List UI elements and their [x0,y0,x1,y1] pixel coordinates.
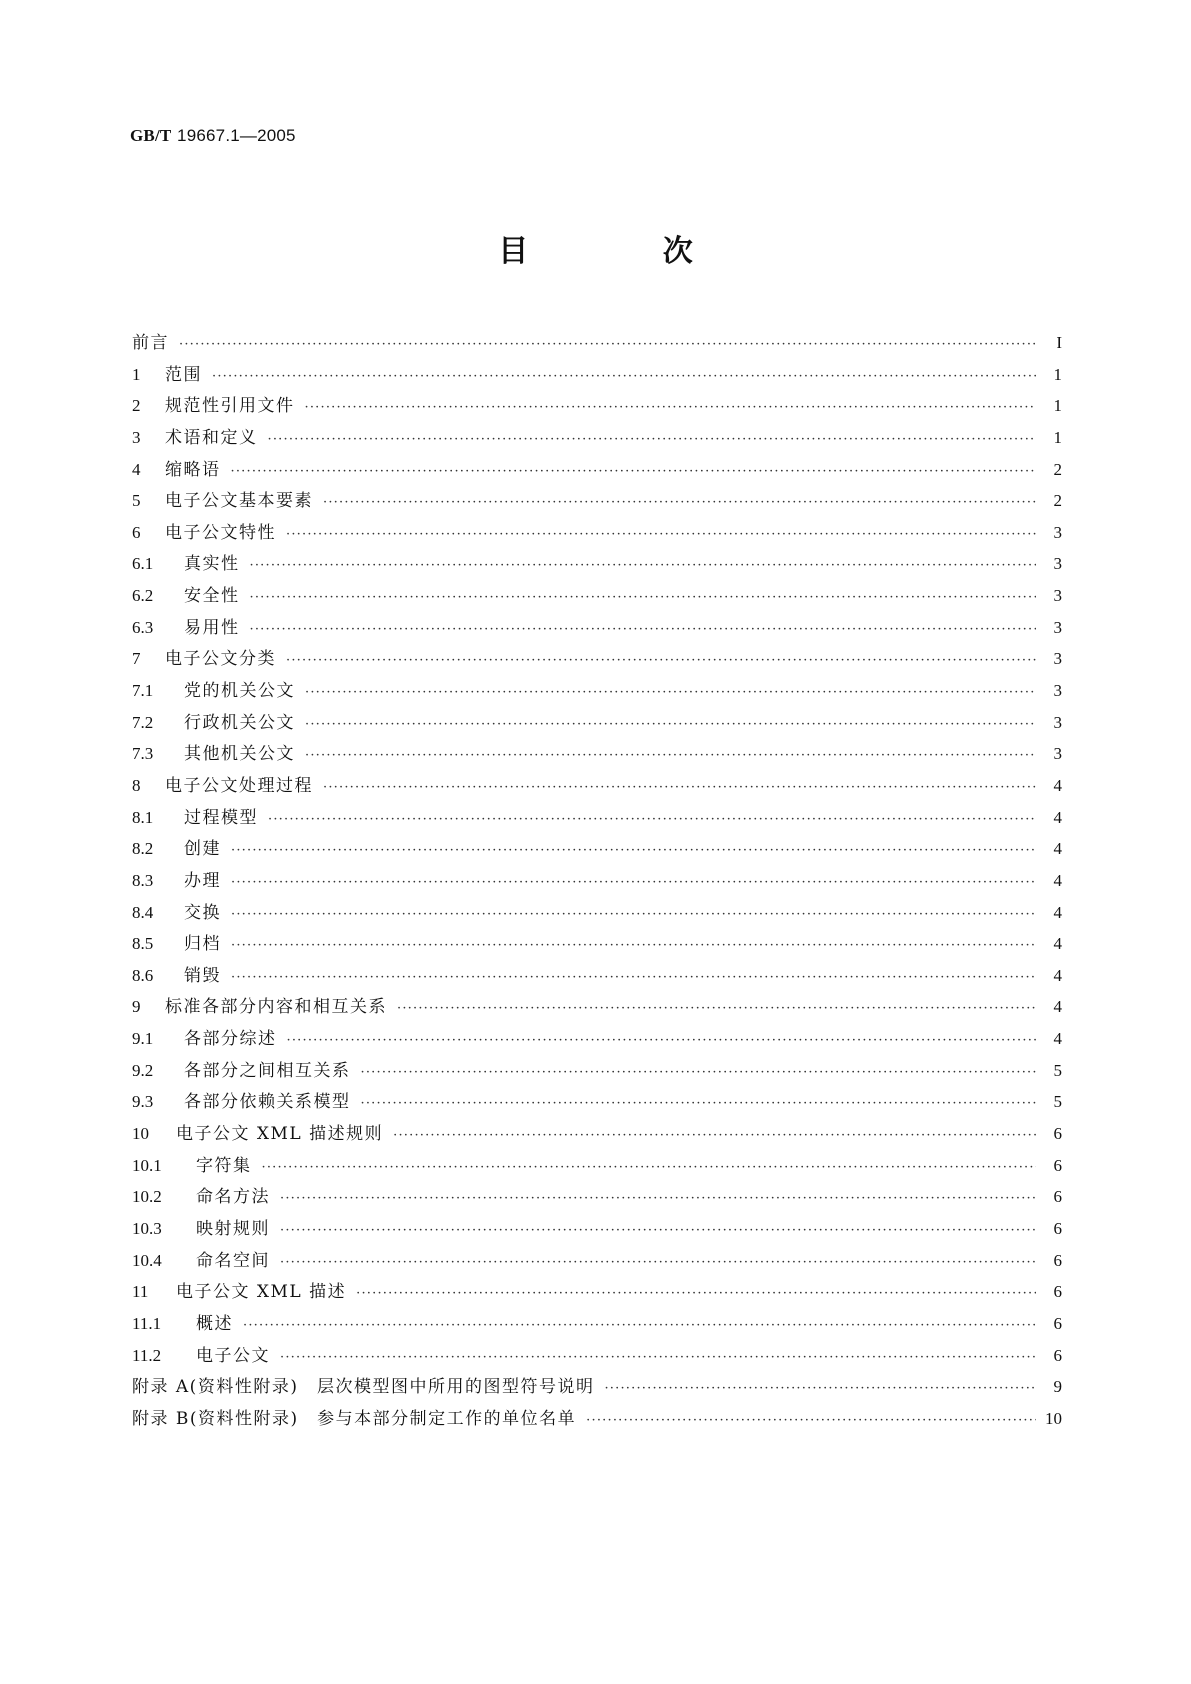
toc-entry-page: 4 [1053,934,1062,954]
toc-entry-page: 1 [1053,364,1062,384]
toc-entry-page: 4 [1053,839,1062,859]
toc-leader-dots [179,337,1036,352]
standard-number: 19667.1—2005 [177,126,296,145]
toc-entry-number: 11.1 [132,1313,162,1333]
toc-entry-label: 真实性 [184,554,240,575]
toc-entry[interactable] [132,644,1062,676]
toc-entry-number: 8.3 [132,870,154,890]
toc-entry-label: 范围 [165,364,202,385]
toc-entry-label: 电子公文 XML 描述规则 [176,1124,384,1145]
toc-entry-number: 8 [132,775,141,795]
toc-entry[interactable] [132,803,1062,835]
toc-entry-page: 2 [1053,459,1062,479]
toc-entry-number: 7.1 [132,681,154,701]
toc-entry-number: 9.2 [132,1060,154,1080]
toc-entry[interactable] [132,898,1062,930]
toc-entry[interactable] [132,423,1062,455]
toc-leader-dots [231,875,1036,890]
toc-entry-label: 附录 B(资料性附录) 参与本部分制定工作的单位名单 [132,1408,577,1429]
toc-leader-dots [361,1065,1037,1080]
toc-entry-number: 10.2 [132,1187,162,1207]
toc-entry-label: 办理 [184,870,221,891]
toc-entry-label: 标准各部分内容和相互关系 [165,997,387,1018]
toc-entry[interactable] [132,360,1062,392]
toc-leader-dots [356,1286,1036,1301]
toc-entry[interactable] [132,1087,1062,1119]
toc-entry-number: 8.4 [132,902,154,922]
toc-leader-dots [305,717,1036,732]
toc-leader-dots [243,1318,1036,1333]
toc-entry-page: 4 [1053,807,1062,827]
toc-leader-dots [323,780,1036,795]
toc-leader-dots [305,748,1036,763]
toc-leader-dots [586,1413,1036,1428]
toc-entry-number: 7.2 [132,712,154,732]
toc-entry[interactable] [132,1151,1062,1183]
table-of-contents [132,328,1062,1435]
toc-entry-number: 10.1 [132,1155,162,1175]
toc-entry-label: 各部分之间相互关系 [184,1060,351,1081]
toc-entry[interactable] [132,1246,1062,1278]
toc-entry[interactable] [132,676,1062,708]
toc-leader-dots [305,400,1037,415]
toc-entry-page: 4 [1053,965,1062,985]
toc-entry-label: 术语和定义 [165,427,258,448]
toc-entry-page: 1 [1053,396,1062,416]
toc-entry-page: 3 [1053,744,1062,764]
toc-entry[interactable] [132,1056,1062,1088]
toc-entry-label: 易用性 [184,617,240,638]
toc-entry[interactable] [132,771,1062,803]
toc-entry-number: 8.6 [132,965,154,985]
toc-entry-page: 6 [1053,1282,1062,1302]
toc-entry-page: 3 [1053,554,1062,574]
toc-leader-dots [250,622,1037,637]
toc-entry-label: 安全性 [184,586,240,607]
toc-entry-label: 过程模型 [184,807,258,828]
toc-leader-dots [361,1096,1037,1111]
toc-entry-label: 销毁 [184,965,221,986]
toc-entry-page: 4 [1053,997,1062,1017]
toc-entry-label: 映射规则 [196,1218,270,1239]
toc-entry[interactable] [132,581,1062,613]
toc-leader-dots [250,558,1037,573]
toc-entry[interactable] [132,961,1062,993]
toc-entry-label: 字符集 [196,1155,252,1176]
toc-entry-number: 10.3 [132,1218,162,1238]
toc-entry[interactable] [132,1341,1062,1373]
toc-entry[interactable] [132,1372,1062,1404]
toc-entry[interactable] [132,613,1062,645]
toc-entry-label: 创建 [184,839,221,860]
toc-entry-page: 6 [1053,1313,1062,1333]
toc-leader-dots [280,1223,1036,1238]
toc-leader-dots [305,685,1036,700]
toc-entry-page: 6 [1053,1345,1062,1365]
toc-entry-page: 5 [1053,1060,1062,1080]
toc-entry[interactable] [132,455,1062,487]
page-title: 目 次 [498,234,755,269]
toc-entry[interactable] [132,1024,1062,1056]
toc-entry-label: 党的机关公文 [184,681,295,702]
toc-entry-number: 8.1 [132,807,154,827]
toc-entry-number: 5 [132,491,141,511]
toc-entry-page: 6 [1053,1218,1062,1238]
toc-entry-label: 电子公文 XML 描述 [176,1282,347,1303]
toc-leader-dots [280,1255,1036,1270]
toc-entry-number: 9.3 [132,1092,154,1112]
toc-entry[interactable] [132,834,1062,866]
toc-entry[interactable] [132,739,1062,771]
toc-entry[interactable] [132,328,1062,360]
toc-entry-number: 8.5 [132,934,154,954]
toc-entry-page: 3 [1053,681,1062,701]
toc-entry-number: 11.2 [132,1345,162,1365]
toc-entry-number: 9 [132,997,141,1017]
toc-leader-dots [323,495,1036,510]
toc-entry-number: 9.1 [132,1029,154,1049]
toc-leader-dots [397,1001,1036,1016]
toc-entry-label: 命名空间 [196,1250,270,1271]
toc-leader-dots [262,1160,1037,1175]
toc-entry-label: 电子公文处理过程 [165,775,313,796]
toc-entry[interactable] [132,1404,1062,1436]
toc-entry-page: 10 [1045,1408,1062,1428]
toc-entry[interactable] [132,391,1062,423]
toc-entry-number: 6.1 [132,554,154,574]
toc-entry-page: 9 [1053,1377,1062,1397]
toc-leader-dots [231,970,1036,985]
toc-leader-dots [286,653,1036,668]
toc-leader-dots [231,907,1036,922]
toc-entry-label: 概述 [196,1313,233,1334]
toc-leader-dots [280,1191,1036,1206]
toc-entry[interactable] [132,992,1062,1024]
toc-entry-page: 4 [1053,775,1062,795]
toc-entry-label: 电子公文基本要素 [165,491,313,512]
toc-entry-page: 2 [1053,491,1062,511]
toc-entry-page: 3 [1053,712,1062,732]
toc-entry-page: 6 [1053,1124,1062,1144]
toc-leader-dots [286,527,1036,542]
toc-entry-label: 其他机关公文 [184,744,295,765]
toc-entry-page: I [1056,333,1062,352]
toc-entry[interactable] [132,1119,1062,1151]
toc-leader-dots [250,590,1037,605]
toc-entry-label: 前言 [132,333,169,353]
toc-entry-label: 电子公文特性 [165,522,276,543]
toc-leader-dots [268,812,1036,827]
document-header [130,126,296,146]
standard-code: GB/T [130,126,172,145]
toc-entry-label: 交换 [184,902,221,923]
toc-entry-number: 7 [132,649,141,669]
toc-entry-page: 6 [1053,1250,1062,1270]
toc-entry-label: 命名方法 [196,1187,270,1208]
toc-entry-page: 5 [1053,1092,1062,1112]
toc-entry-page: 3 [1053,522,1062,542]
toc-entry-number: 3 [132,427,141,447]
toc-entry-number: 4 [132,459,141,479]
toc-entry-page: 1 [1053,427,1062,447]
toc-entry-number: 10.4 [132,1250,162,1270]
toc-entry-page: 3 [1053,649,1062,669]
toc-entry[interactable] [132,1309,1062,1341]
toc-entry-page: 4 [1053,902,1062,922]
toc-entry-number: 6 [132,522,141,542]
toc-entry-number: 6.3 [132,617,154,637]
toc-leader-dots [231,464,1037,479]
toc-entry-page: 4 [1053,870,1062,890]
toc-entry-label: 电子公文 [196,1345,270,1366]
toc-entry-number: 11 [132,1282,149,1302]
toc-leader-dots [212,369,1036,384]
toc-entry-label: 规范性引用文件 [165,396,295,417]
toc-entry[interactable] [132,549,1062,581]
toc-entry[interactable] [132,486,1062,518]
toc-entry-label: 行政机关公文 [184,712,295,733]
toc-entry[interactable] [132,518,1062,550]
toc-entry-label: 各部分综述 [184,1029,277,1050]
toc-entry[interactable] [132,929,1062,961]
toc-entry[interactable] [132,866,1062,898]
toc-leader-dots [393,1128,1036,1143]
toc-entry[interactable] [132,1182,1062,1214]
toc-leader-dots [287,1033,1037,1048]
toc-entry[interactable] [132,708,1062,740]
toc-entry-number: 6.2 [132,586,154,606]
toc-entry-number: 1 [132,364,141,384]
toc-leader-dots [604,1381,1036,1396]
toc-leader-dots [231,938,1036,953]
toc-entry[interactable] [132,1277,1062,1309]
toc-entry-number: 2 [132,396,141,416]
toc-leader-dots [268,432,1037,447]
toc-entry-number: 10 [132,1124,149,1144]
toc-entry-page: 6 [1053,1187,1062,1207]
toc-entry-label: 电子公文分类 [165,649,276,670]
toc-entry-page: 3 [1053,617,1062,637]
toc-entry-page: 6 [1053,1155,1062,1175]
toc-entry-page: 4 [1053,1029,1062,1049]
toc-entry-label: 各部分依赖关系模型 [184,1092,351,1113]
toc-entry-page: 3 [1053,586,1062,606]
toc-leader-dots [280,1350,1036,1365]
toc-entry-label: 附录 A(资料性附录) 层次模型图中所用的图型符号说明 [132,1377,595,1398]
toc-entry-label: 归档 [184,934,221,955]
toc-entry-number: 7.3 [132,744,154,764]
toc-leader-dots [231,843,1036,858]
toc-entry[interactable] [132,1214,1062,1246]
toc-entry-number: 8.2 [132,839,154,859]
toc-entry-label: 缩略语 [165,459,221,480]
